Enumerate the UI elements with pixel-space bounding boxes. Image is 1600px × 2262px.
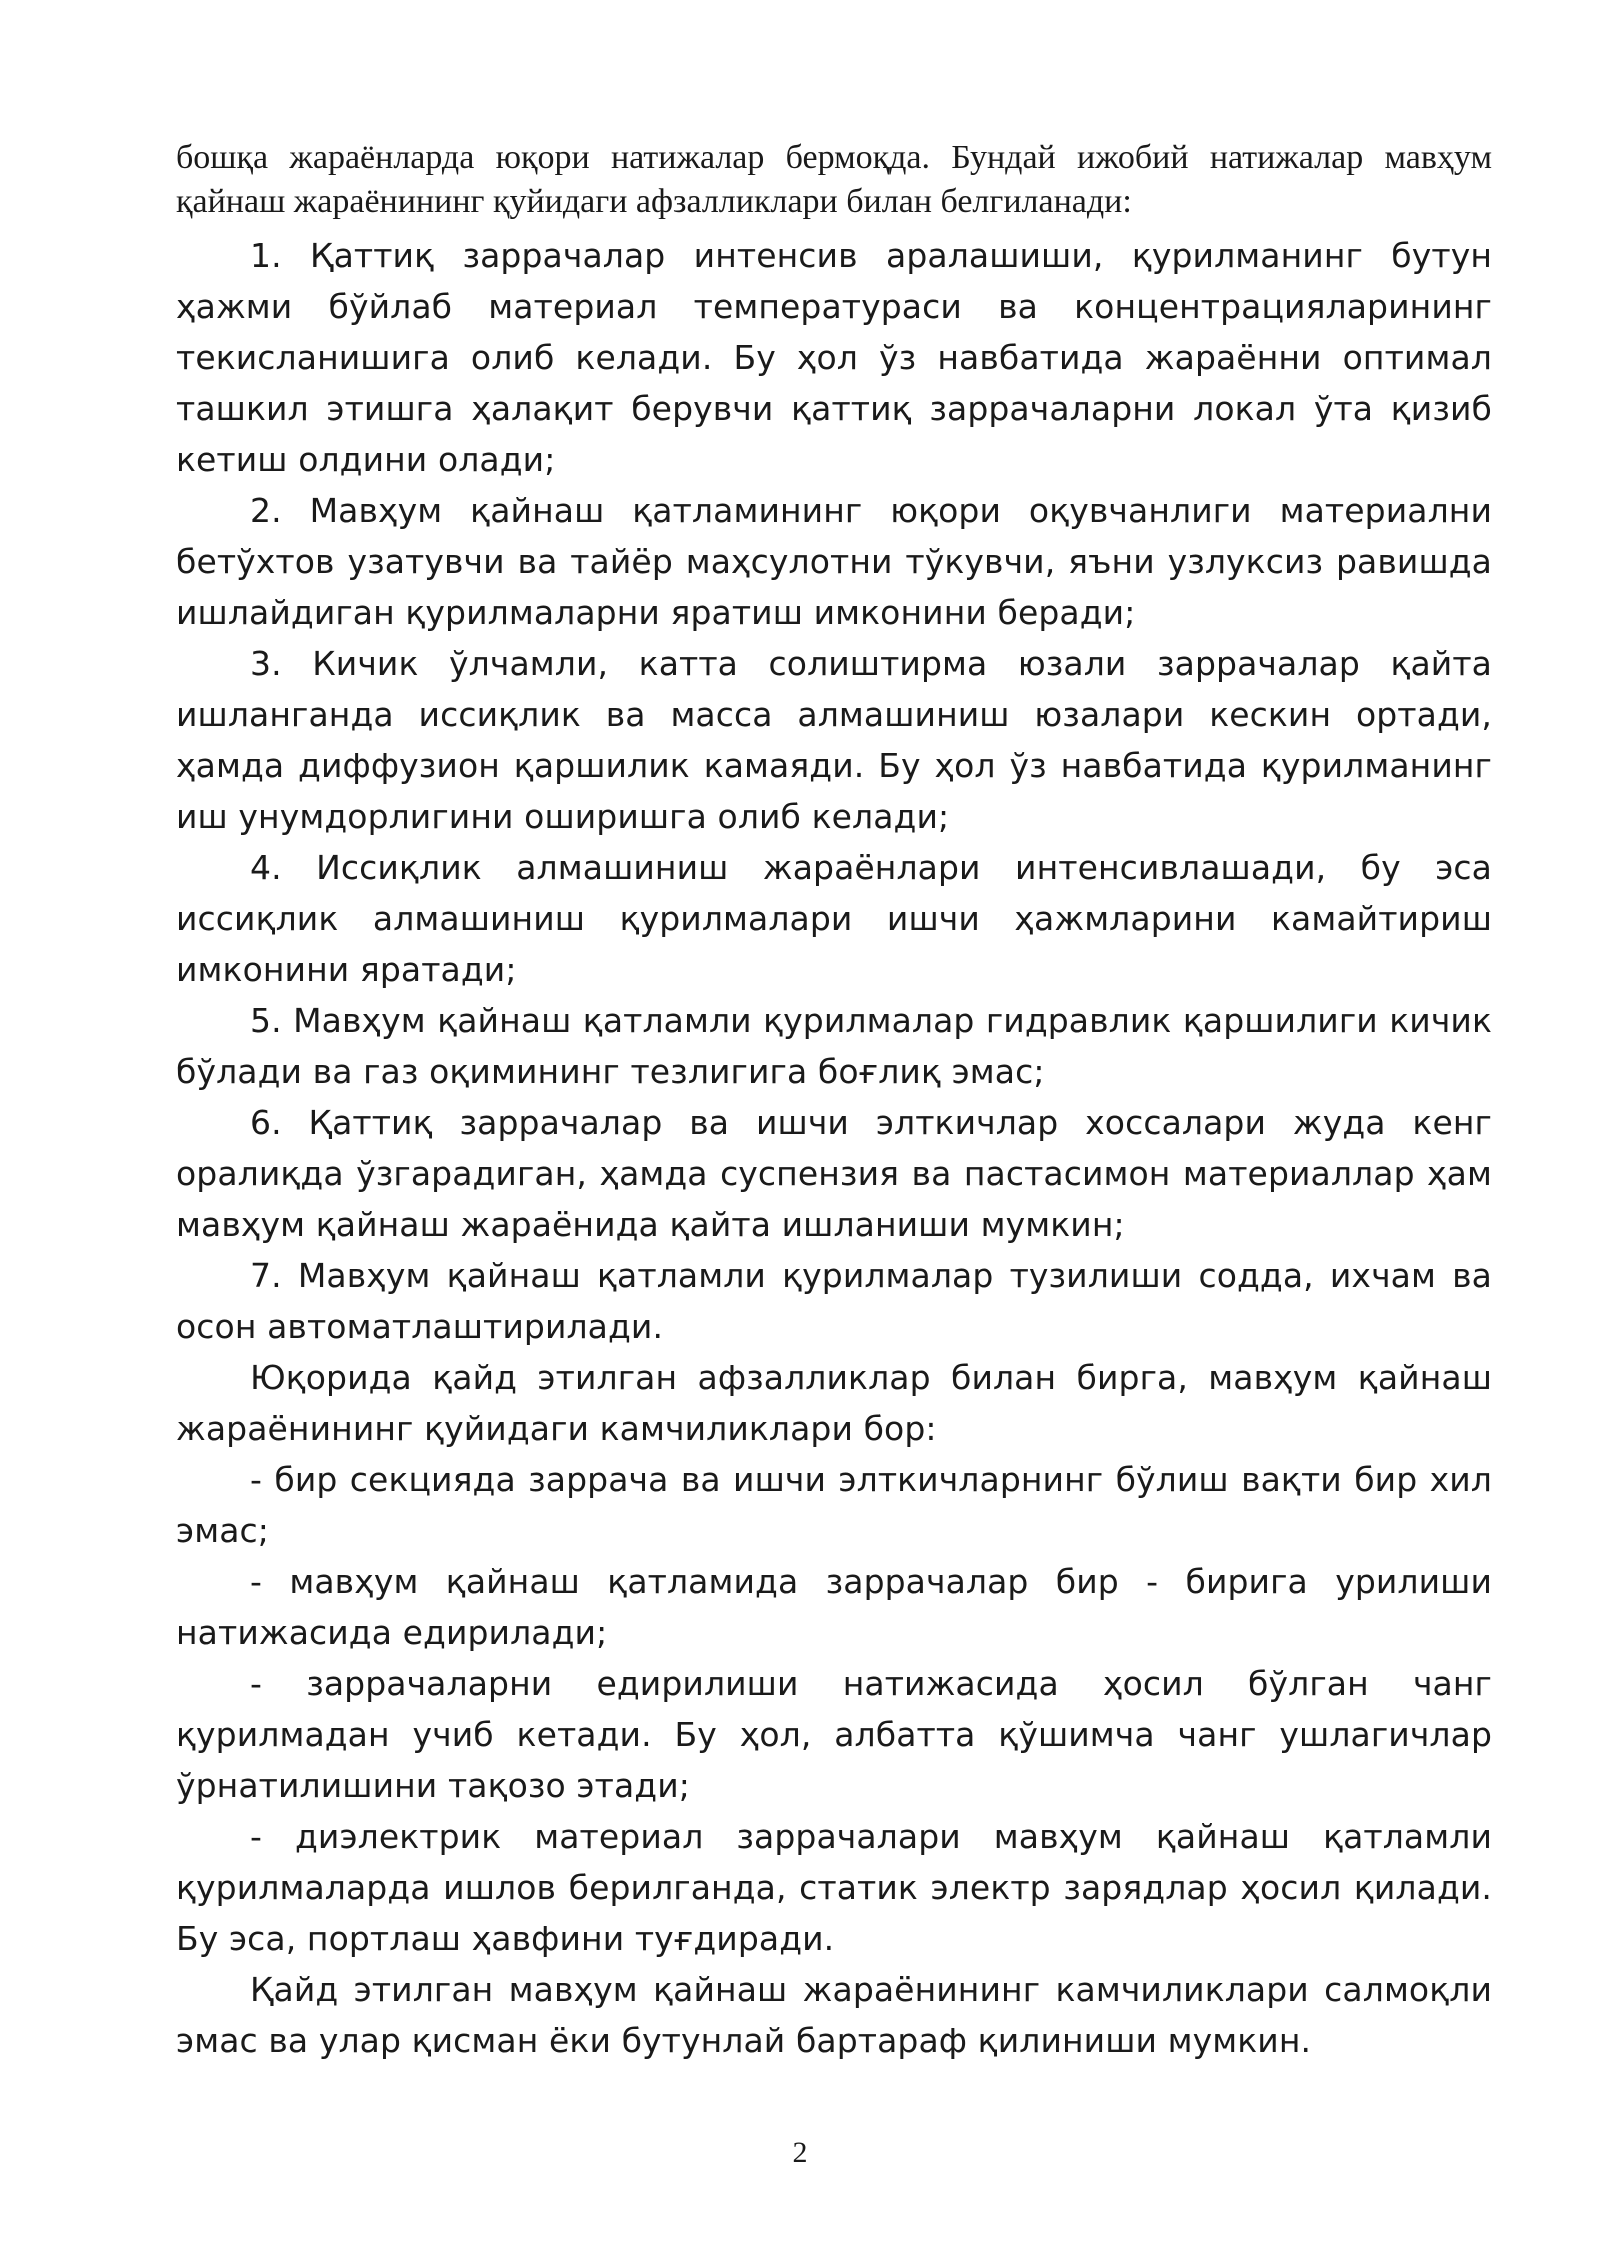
list-item-6: 6. Қаттиқ заррачалар ва ишчи элткичлар хоссалари жуда кенг оралиқда ўзгарадиган, ҳамда суспензия ва пастасимон материаллар ҳам мавҳум қайнаш жараёнида қайта ишланиши мумкин; bbox=[176, 1103, 1492, 1244]
disadvantage-item-3: - заррачаларни едирилиши натижасида ҳосил бўлган чанг қурилмадан учиб кетади. Бу ҳол, албатта қўшимча чанг ушлагичлар ўрнатилишини тақозо этади; bbox=[176, 1664, 1492, 1805]
list-item-5: 5. Мавҳум қайнаш қатламли қурилмалар гидравлик қаршилиги кичик бўлади ва газ оқимининг тезлигига боғлиқ эмас; bbox=[176, 1001, 1492, 1091]
list-item-4: 4. Иссиқлик алмашиниш жараёнлари интенсивлашади, бу эса иссиқлик алмашиниш қурилмалари ишчи ҳажмларини камайтириш имконини яратади; bbox=[176, 848, 1492, 989]
list-item-2: 2. Мавҳум қайнаш қатламининг юқори оқувчанлиги материални бетўхтов узатувчи ва тайёр маҳсулотни тўкувчи, яъни узлуксиз равишда ишлайдиган қурилмаларни яратиш имконини беради; bbox=[176, 491, 1492, 632]
list-item-1: 1. Қаттиқ заррачалар интенсив аралашиши, қурилманинг бутун ҳажми бўйлаб материал температураси ва концентрацияларининг текисланишига олиб келади. Бу ҳол ўз навбатида жараённи оптимал ташкил этишга ҳалақит берувчи қаттиқ заррачаларни локал ўта қизиб кетиш олдини олади; bbox=[176, 236, 1492, 479]
conclusion-paragraph: Қайд этилган мавҳум қайнаш жараёнининг камчиликлари салмоқли эмас ва улар қисман ёки бутунлай бартараф қилиниши мумкин. bbox=[176, 1970, 1492, 2060]
page-content bbox=[176, 136, 1492, 2066]
page-number: 2 bbox=[792, 2136, 808, 2169]
disadvantage-item-2: - мавҳум қайнаш қатламида заррачалар бир - бирига урилиши натижасида едирилади; bbox=[176, 1562, 1492, 1652]
list-item-7: 7. Мавҳум қайнаш қатламли қурилмалар тузилиши содда, ихчам ва осон автоматлаштирилади. bbox=[176, 1256, 1492, 1346]
intro-paragraph: бошқа жараёнларда юқори натижалар бермоқда. Бундай ижобий натижалар мавҳум қайнаш жараёнининг қуйидаги афзалликлари билан белгиланади: bbox=[176, 139, 1492, 220]
disadvantages-intro: Юқорида қайд этилган афзалликлар билан бирга, мавҳум қайнаш жараёнининг қуйидаги камчиликлари бор: bbox=[176, 1358, 1492, 1448]
list-item-3: 3. Кичик ўлчамли, катта солиштирма юзали заррачалар қайта ишланганда иссиқлик ва масса алмашиниш юзалари кескин ортади, ҳамда диффузион қаршилик камаяди. Бу ҳол ўз навбатида қурилманинг иш унумдорлигини оширишга олиб келади; bbox=[176, 644, 1492, 836]
disadvantage-item-4: - диэлектрик материал заррачалари мавҳум қайнаш қатламли қурилмаларда ишлов берилганда, статик электр зарядлар ҳосил қилади. Бу эса, портлаш ҳавфини туғдиради. bbox=[176, 1817, 1492, 1958]
disadvantage-item-1: - бир секцияда заррача ва ишчи элткичларнинг бўлиш вақти бир хил эмас; bbox=[176, 1460, 1492, 1550]
